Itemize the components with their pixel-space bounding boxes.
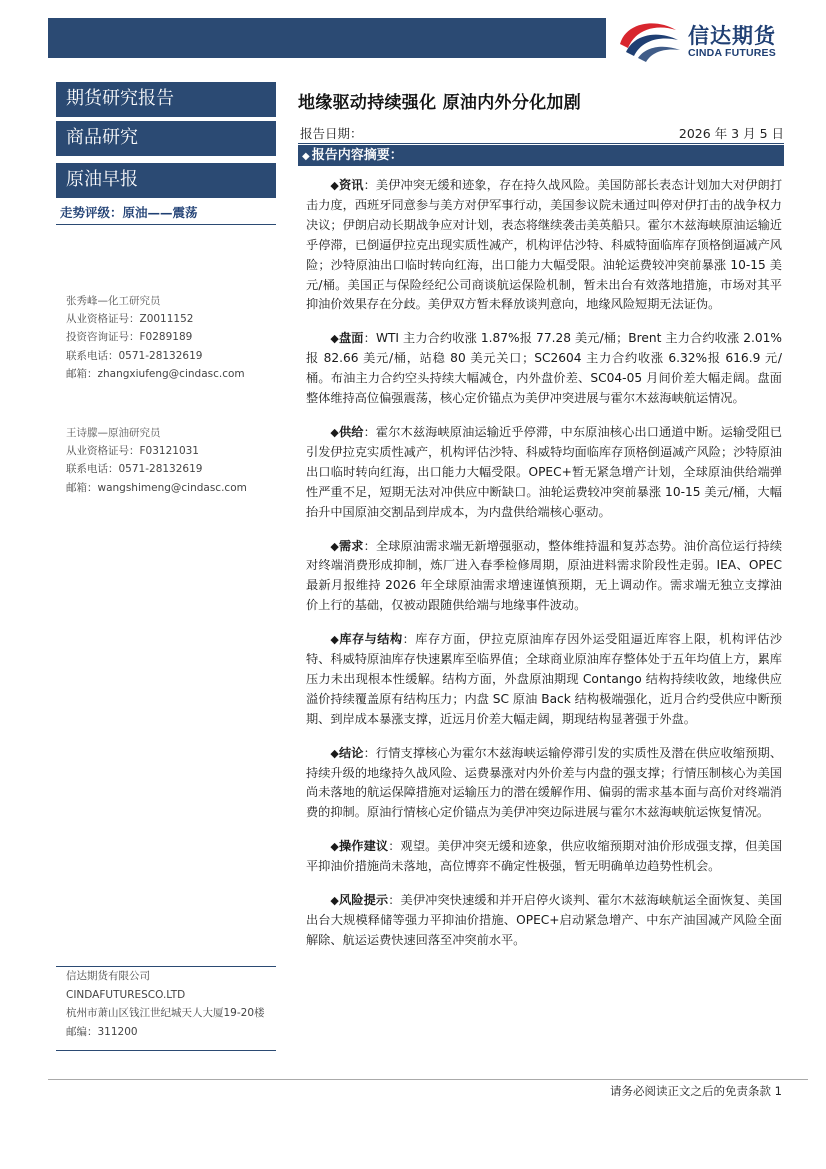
diamond-bullet-icon: ◆ (330, 633, 340, 647)
paragraph-text: ：美伊冲突快速缓和并开启停火谈判、霍尔木兹海峡航运全面恢复、美国出台大规模释储等强力平抑油价措施、OPEC+启动紧急增产、中东产油国减产风险全面解除、航运运费快速回落至冲突前水平。 (306, 893, 783, 947)
paragraph-lead: 资讯 (338, 178, 364, 192)
trend-rating: 走势评级：原油——震荡 (60, 205, 198, 220)
paragraph-lead: 风险提示 (338, 893, 389, 908)
report-title: 地缘驱动持续强化 原油内外分化加剧 (298, 93, 582, 113)
paragraph-demand (306, 537, 782, 617)
diamond-bullet-icon: ◆ (330, 746, 339, 760)
diamond-bullet-icon: ◆ (330, 425, 339, 439)
diamond-bullet-icon: ◆ (330, 539, 339, 553)
paragraph-lead: 供给 (338, 424, 364, 439)
paragraph-conclusion (306, 744, 782, 824)
analyst-qualification: 从业资格证号：F03121031 (66, 445, 199, 458)
paragraph-lead: 结论 (338, 745, 364, 760)
paragraph-advice (306, 837, 782, 877)
report-date-label: 报告日期： (300, 126, 363, 141)
analyst-name: 张秀峰—化工研究员 (66, 295, 161, 307)
company-name: 信达期货有限公司 (66, 970, 150, 982)
header-bar (48, 18, 606, 58)
sidebar-item-report-name: 原油早报 (56, 163, 276, 198)
paragraph-text: ：美伊冲突无缓和迹象，存在持久战风险。美国防部长表态计划加大对伊朗打击力度，西班牙同意参与美方对伊军事行动，美国参议院未通过叫停对伊打击的战争权力决议；伊朗启动长期战争应对计划，表态将继续袭击美英船只。霍尔木兹海峡原油运输近乎停滞，已倒逼伊拉克出现实质性减产，机构评估沙特、科威特面临库存顶格倒逼减产风险；沙特原油出口临时转向红海，出口能力大幅受限。油轮运费较冲突前暴涨 10-15 美元/桶。美国正与保险经纪公司商谈航运保险机制，暂未出台有效落地措施，市场对其平抑油价效果存在分歧。美伊双方暂未释放谈判意向，地缘风险短期无法证伪。 (306, 178, 783, 312)
summary-label: 报告内容摘要： (311, 148, 403, 163)
logo-en-text: CINDA FUTURES (688, 47, 776, 59)
disclaimer-footer: 请务必阅读正文之后的免责条款 1 (610, 1084, 782, 1098)
paragraph-lead: 操作建议 (338, 839, 389, 854)
paragraph-supply (306, 423, 782, 523)
paragraph-text: ：WTI 主力合约收涨 1.87%报 77.28 美元/桶；Brent 主力合约收涨 2.01%报 82.66 美元/桶，站稳 80 美元关口；SC2604 主力合约收涨 6.32%报 616.9 元/桶。布油主力合约空头持续大幅减仓，内外盘价差、SC04-05 月间价差大幅走阔。盘面整体维持高位偏强震荡，核心定价锚点为美伊冲突进展与霍尔木兹海峡航运情况。 (306, 331, 783, 406)
paragraph-lead: 需求 (338, 538, 364, 553)
analyst-email[interactable]: 邮箱：zhangxiufeng@cindasc.com (66, 367, 245, 380)
analyst-card (66, 292, 245, 383)
analyst-phone: 联系电话：0571-28132619 (66, 463, 203, 476)
analyst-phone: 联系电话：0571-28132619 (66, 349, 203, 362)
diamond-bullet-icon: ◆ (302, 151, 310, 162)
analyst-qualification: 从业资格证号：Z0011152 (66, 313, 194, 326)
paragraph-risk (306, 891, 782, 951)
analyst-name: 王诗朦—原油研究员 (66, 427, 161, 439)
paragraph-market (306, 329, 782, 409)
paragraph-inventory (306, 630, 782, 730)
analyst-card (66, 424, 247, 497)
sidebar-item-report-type: 期货研究报告 (56, 82, 276, 117)
company-postcode: 邮编：311200 (66, 1025, 138, 1038)
paragraph-text: ：库存方面，伊拉克原油库存因外运受阻逼近库容上限，机构评估沙特、科威特原油库存快速累库至临界值；全球商业原油库存整体处于五年均值上方，累库压力未出现根本性缓解。结构方面，外盘原油期现 Contango 结构持续收敛，地缘供应溢价持续覆盖原有结构压力；内盘 SC 原油 Back 结构极端强化，近月合约受供应中断预期、到岸成本暴涨支撑，近远月价差大幅走阔，期现结构显著强于外盘。 (306, 632, 783, 726)
logo-cn-text: 信达期货 (688, 24, 776, 48)
summary-header (298, 145, 784, 166)
paragraph-lead: 库存与结构 (339, 632, 403, 647)
diamond-bullet-icon: ◆ (330, 179, 339, 192)
diamond-bullet-icon: ◆ (330, 840, 339, 854)
report-date: 2026 年 3 月 5 日 (678, 126, 784, 141)
footer-divider (48, 1079, 808, 1080)
analyst-email[interactable]: 邮箱：wangshimeng@cindasc.com (66, 481, 247, 494)
sidebar-item-category: 商品研究 (56, 121, 276, 156)
company-info (56, 966, 276, 1041)
paragraph-lead: 盘面 (338, 331, 364, 346)
cinda-logo (612, 14, 802, 64)
date-divider (298, 143, 784, 144)
diamond-bullet-icon: ◆ (330, 894, 339, 908)
logo-mark-icon (612, 14, 684, 64)
paragraph-text: ：观望。美伊冲突无缓和迹象，供应收缩预期对油价形成强支撑，但美国平抑油价措施尚未落地，高位博弈不确定性极强，暂无明确单边趋势性机会。 (306, 839, 783, 874)
analyst-invest-license: 投资咨询证号：F0289189 (66, 331, 193, 344)
sidebar-bottom-divider (56, 1050, 276, 1051)
summary-content (306, 176, 782, 965)
paragraph-text: ：全球原油需求端无新增强驱动，整体维持温和复苏态势。油价高位运行持续对终端消费形成抑制，炼厂进入春季检修周期，原油进料需求阶段性走弱。IEA、OPEC 最新月报维持 2026 年全球原油需求增速谨慎预期，无上调动作。需求端无独立支撑油价上行的基础，仅被动跟随供给端与地缘事件波动。 (306, 538, 783, 613)
paragraph-text: ：霍尔木兹海峡原油运输近乎停滞，中东原油核心出口通道中断。运输受阻已引发伊拉克实质性减产，机构评估沙特、科威特均面临库存顶格倒逼减产风险；沙特原油出口临时转向红海，出口能力大幅受限。OPEC+暂无紧急增产计划，全球原油供给端弹性严重不足，短期无法对冲供应中断缺口。油轮运费较冲突前暴涨 10-15 美元/桶，大幅抬升中国原油交割品到岸成本，为内盘供给端核心驱动。 (306, 424, 783, 519)
company-address: 杭州市萧山区钱江世纪城天人大厦19-20楼 (66, 1007, 265, 1019)
company-site: CINDAFUTURESCO.LTD (66, 988, 186, 1001)
paragraph-text: ：行情支撑核心为霍尔木兹海峡运输停滞引发的实质性及潜在供应收缩预期、持续升级的地缘持久战风险、运费暴涨对内外价差与内盘的强支撑；行情压制核心为美国尚未落地的航运保障措施对运输压力的潜在缓解作用、偏弱的需求基本面与高价对终端消费的抑制。原油行情核心定价锚点为美伊冲突边际进展与霍尔木兹海峡航运恢复情况。 (306, 745, 783, 820)
rating-divider (56, 224, 276, 225)
paragraph-news (306, 176, 782, 315)
diamond-bullet-icon: ◆ (330, 332, 339, 346)
